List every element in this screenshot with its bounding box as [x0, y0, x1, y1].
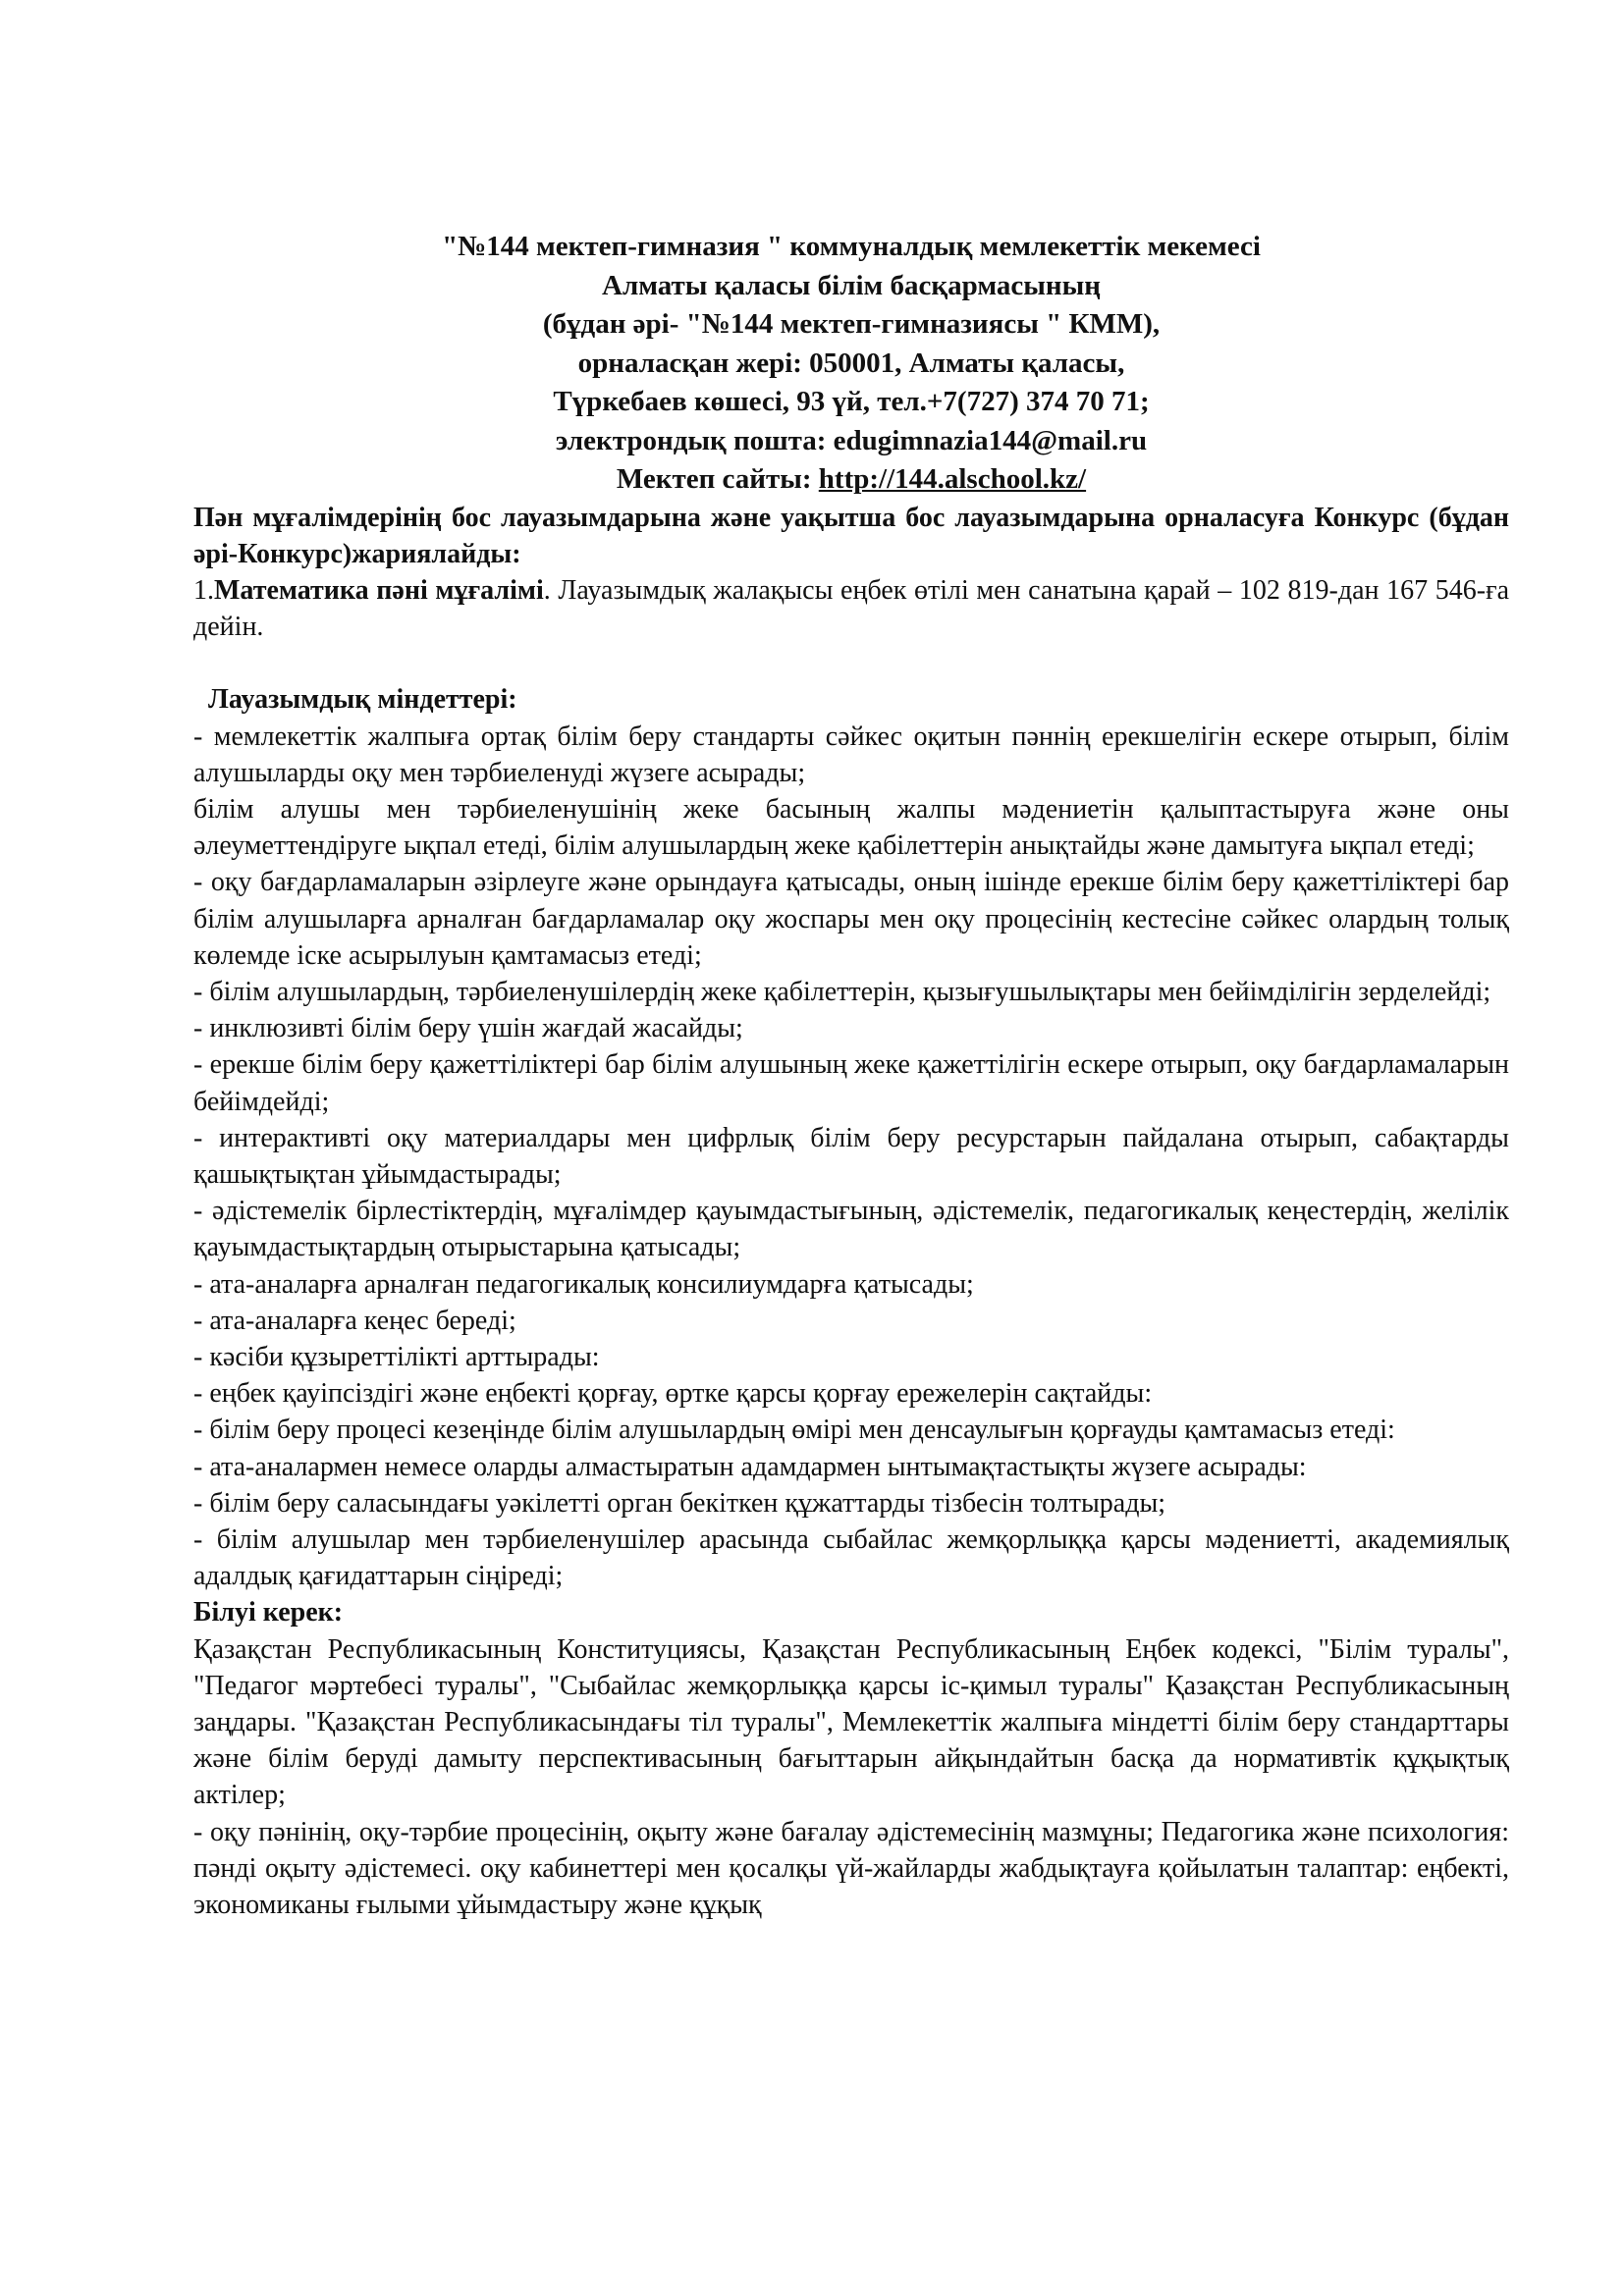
- header-line-website: [193, 460, 1509, 500]
- duty-item: - ата-аналарға кеңес береді;: [193, 1305, 516, 1336]
- duty-item: - білім беру процесі кезеңінде білім алушылардың өмірі мен денсаулығын қорғауды қамтамасыз етеді:: [193, 1415, 1395, 1446]
- position-entry: [193, 572, 1509, 645]
- duty-item: - ата-аналарға арналған педагогикалық консилиумдарға қатысады;: [193, 1268, 974, 1300]
- duty-item: - кәсіби құзыреттілікті арттырады:: [193, 1341, 600, 1372]
- header-line-email: электрондық пошта: edugimnazia144@mail.ru: [555, 424, 1148, 456]
- header-line-address-phone: Түркебаев көшесі, 93 үй, тел.+7(727) 374 70 71;: [553, 386, 1150, 417]
- knowledge-item: - оқу пәнінің, оқу-тәрбие процесінің, оқыту және бағалау әдістемесінің мазмұны; Педагогика және психология: пәнді оқыту әдістемесі. оқу кабинеттері мен қосалқы үй-жайларды жабдықтауға қойылатын талаптар: еңбекті, экономиканы ғылыми ұйымдастыру және құқық: [193, 1816, 1509, 1921]
- knowledge-list: [193, 1631, 1509, 1924]
- position-number: 1.: [193, 574, 214, 606]
- website-label: Мектеп сайты:: [616, 463, 819, 495]
- header-line-location: орналасқан жері: 050001, Алматы қаласы,: [577, 347, 1125, 379]
- header-line-short-name: (бұдан әрі- "№144 мектеп-гимназиясы " КММ),: [542, 308, 1161, 340]
- duties-list: [193, 719, 1509, 1595]
- duty-item: - білім алушылардың, тәрбиеленушілердің жеке қабілеттерін, қызығушылықтары мен бейімділігін зерделейді;: [193, 976, 1491, 1007]
- duty-item: - ерекше білім беру қажеттіліктері бар білім алушының жеке қажеттілігін ескере отырып, оқу бағдарламаларын бейімдейді;: [193, 1049, 1509, 1117]
- position-title: Математика пәні мұғалімі: [214, 574, 544, 606]
- duty-item: білім алушы мен тәрбиеленушінің жеке басының жалпы мәдениетін қалыптастыруға және оны әлеуметтендіруге ықпал етеді, білім алушылардың жеке қабілеттерін анықтайды және дамытуға ықпал етеді;: [193, 793, 1509, 862]
- duty-item: - интерактивті оқу материалдары мен цифрлық білім беру ресурстарын пайдалана отырып, сабақтарды қашықтықтан ұйымдастырады;: [193, 1122, 1509, 1190]
- duties-heading: Лауазымдық міндеттері:: [208, 684, 517, 716]
- blank-line: [193, 645, 1509, 681]
- header-line-department: Алматы қаласы білім басқармасының: [602, 269, 1101, 301]
- duty-item: - әдістемелік бірлестіктердің, мұғалімдер қауымдастығының, әдістемелік, педагогикалық кеңестердің, желілік қауымдастықтардың отырыстарына қатысады;: [193, 1196, 1509, 1263]
- duty-item: - ата-аналармен немесе оларды алмастыратын адамдармен ынтымақтастықты жүзеге асырады:: [193, 1451, 1307, 1482]
- document-page: [193, 228, 1509, 1923]
- duty-item: - инклюзивті білім беру үшін жағдай жасайды;: [193, 1013, 743, 1044]
- duty-item: - мемлекеттік жалпыға ортақ білім беру стандарты сәйкес оқитын пәннің ерекшелігін ескере отырып, білім алушыларды оқу мен тәрбиеленуді жүзеге асырады;: [193, 721, 1509, 788]
- website-link[interactable]: http://144.alschool.kz/: [818, 463, 1087, 495]
- duty-item: - білім беру саласындағы уәкілетті орган бекіткен құжаттарды тізбесін толтырады;: [193, 1487, 1166, 1519]
- knowledge-heading: Білуі керек:: [193, 1597, 344, 1629]
- duty-item: - еңбек қауіпсіздігі және еңбекті қорғау, өртке қарсы қорғау ережелерін сақтайды:: [193, 1378, 1153, 1410]
- knowledge-item: Қазақстан Республикасының Конституциясы, Қазақстан Республикасының Еңбек кодексі, "Білім туралы", "Педагог мәртебесі туралы", "Сыбайлас жемқорлыққа қарсы іс-қимыл туралы" Қазақстан Республикасының заңдары. "Қазақстан Республикасындағы тіл туралы", Мемлекеттік жалпыға міндетті білім беру стандарттары және білім беруді дамыту перспективасының бағыттарын айқындайтын басқа да нормативтік құқықтық актілер;: [193, 1633, 1509, 1811]
- position-salary: . Лауазымдық жалақысы еңбек өтілі мен санатына қарай – 102 819-дан 167 546-ға дейін.: [193, 574, 1509, 643]
- school-header: [193, 228, 1509, 500]
- duty-item: - оқу бағдарламаларын әзірлеуге және орындауға қатысады, оның ішінде ерекше білім беру қажеттіліктері бар білім алушыларға арналған бағдарламалар оқу жоспары мен оқу процесінің кестесіне сәйкес олардың толық көлемде іске асырылуын қамтамасыз етеді;: [193, 867, 1509, 971]
- duty-item: - білім алушылар мен тәрбиеленушілер арасында сыбайлас жемқорлыққа қарсы мәдениетті, академиялық адалдық қағидаттарын сіңіреді;: [193, 1523, 1509, 1592]
- competition-announcement: Пән мұғалімдерінің бос лауазымдарына және уақытша бос лауазымдарына орналасуға Конкурс (бұдан әрі-Конкурс)жариялайды:: [193, 502, 1509, 569]
- header-line-institution: "№144 мектеп-гимназия " коммуналдық мемлекеттік мекемесі: [442, 231, 1261, 262]
